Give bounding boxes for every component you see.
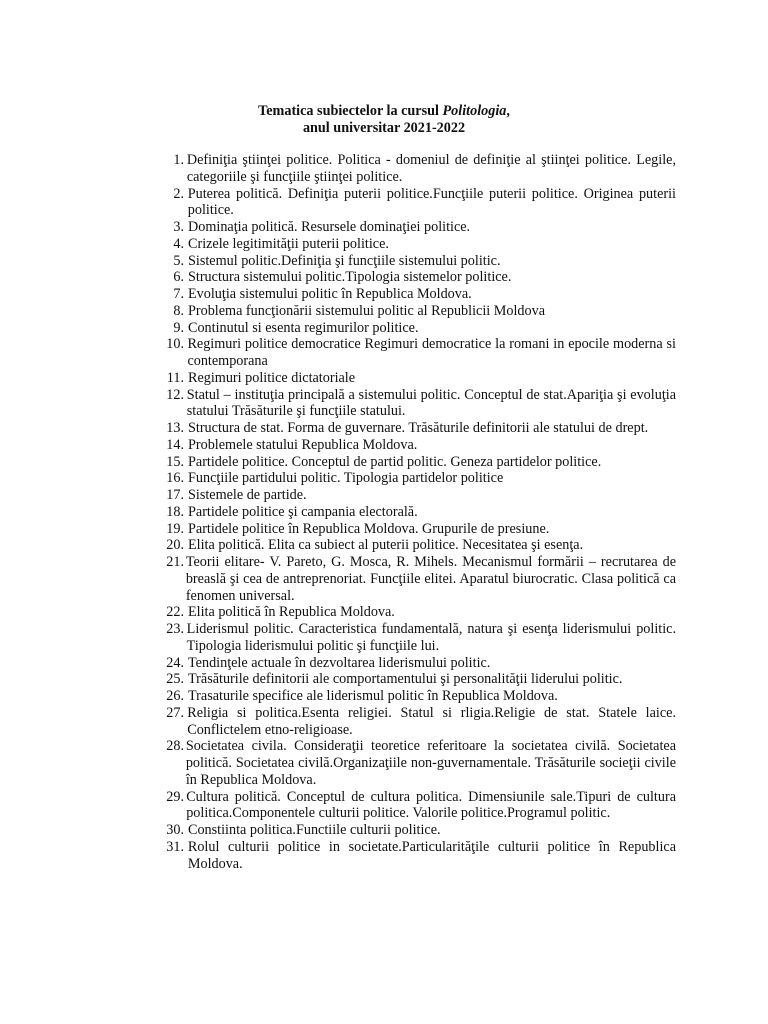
- list-item-text: Trasaturile specifice ale liderismul politic în Republica Moldova.: [188, 688, 558, 704]
- list-item-number: 13.: [166, 420, 184, 436]
- list-item-text: Societatea civila. Consideraţii teoretice referitoare la societatea civilă. Societatea politică. Societatea civilă.Organizaţiile non-guvernamentale. Trăsăturile socieţii civile în Republica Moldova.: [185, 738, 676, 788]
- list-item-text: Partidele politice în Republica Moldova. Grupurile de presiune.: [188, 520, 550, 537]
- list-item: [140, 253, 676, 270]
- list-item: [140, 269, 676, 286]
- list-item: [140, 420, 676, 437]
- list-item-text: Dominaţia politică. Resursele dominaţiei politice.: [188, 219, 471, 235]
- list-item-number: 5.: [173, 252, 184, 269]
- list-item-text: Definiţia ştiinţei politice. Politica - domeniul de definiţie al ştiinţei politice. Legile, categoriile şi funcţiile ştiinţei politice.: [186, 152, 676, 185]
- list-item: [140, 504, 676, 521]
- list-item-number: 1.: [173, 152, 184, 168]
- list-item-number: 30.: [166, 822, 184, 838]
- list-item: [140, 705, 676, 739]
- list-item: [140, 671, 676, 688]
- list-item: [140, 186, 676, 220]
- list-item: [140, 604, 676, 621]
- list-item: [140, 286, 676, 303]
- list-item-number: 2.: [173, 185, 184, 202]
- list-item-number: 29.: [166, 788, 184, 805]
- list-item: [140, 839, 676, 873]
- list-item: [140, 370, 676, 387]
- list-item-text: Partidele politice şi campania electorală.: [188, 503, 418, 520]
- list-item-text: Trăsăturile definitorii ale comportamentului şi personalităţii liderului politic.: [188, 671, 623, 688]
- list-item-text: Cultura politică. Conceptul de cultura politica. Dimensiunile sale.Tipuri de cultura politica.Componentele culturii politice. Valorile politice.Programul politic.: [186, 788, 676, 822]
- list-item-text: Religia si politica.Esenta religiei. Statul si rligia.Religie de stat. Statele laice. Conflictelem etno-religioase.: [187, 704, 676, 738]
- list-item: [140, 655, 676, 672]
- list-item-text: Problema funcţionării sistemului politic al Republicii Moldova: [188, 302, 545, 319]
- list-item-number: 4.: [173, 235, 184, 252]
- list-item-number: 20.: [166, 537, 184, 554]
- list-item: [140, 521, 676, 538]
- list-item-text: Tendinţele actuale în dezvoltarea liderismului politic.: [188, 654, 491, 671]
- list-item-text: Regimuri politice dictatoriale: [188, 369, 356, 386]
- list-item-text: Funcţiile partidului politic. Tipologia partidelor politice: [188, 470, 504, 487]
- title-line-2: anul universitar 2021-2022: [302, 120, 466, 136]
- list-item: [140, 437, 676, 454]
- list-item-text: Problemele statului Republica Moldova.: [188, 436, 418, 453]
- list-item-text: Statul – instituţia principală a sistemului politic. Conceptul de stat.Apariţia şi evoluţia statului Trăsăturile şi funcţiile statului.: [186, 386, 676, 420]
- list-item: [140, 738, 676, 788]
- course-name: Politologia: [442, 103, 507, 119]
- list-item: [140, 537, 676, 554]
- list-item: [140, 621, 676, 655]
- list-item-number: 22.: [166, 604, 184, 621]
- list-item-number: 16.: [166, 470, 184, 487]
- list-item-text: Continutul si esenta regimurilor politice.: [188, 319, 419, 336]
- list-item-text: Elita politică în Republica Moldova.: [188, 604, 395, 621]
- list-item-text: Liderismul politic. Caracteristica fundamentală, natura şi esenţa liderismului politic. Tipologia liderismului politic şi funcţiile lui.: [186, 621, 676, 654]
- list-item-number: 23.: [166, 621, 184, 637]
- list-item: [140, 789, 676, 823]
- list-item: [140, 219, 676, 236]
- list-item-number: 21.: [166, 554, 184, 570]
- topics-list: [140, 152, 676, 872]
- list-item-number: 31.: [166, 838, 184, 855]
- list-item: [140, 688, 676, 705]
- list-item-number: 12.: [166, 386, 184, 403]
- list-item-number: 7.: [173, 286, 184, 302]
- list-item: [140, 487, 676, 504]
- list-item: [140, 303, 676, 320]
- list-item-text: Partidele politice. Conceptul de partid politic. Geneza partidelor politice.: [188, 453, 602, 470]
- title-line-1: [0, 103, 768, 120]
- list-item-number: 19.: [166, 520, 184, 537]
- list-item-number: 14.: [166, 436, 184, 453]
- list-item-number: 3.: [173, 219, 184, 235]
- list-item-number: 26.: [166, 688, 184, 704]
- list-item: [140, 236, 676, 253]
- list-item-number: 10.: [166, 336, 184, 353]
- list-item: [140, 454, 676, 471]
- list-item-text: Crizele legitimităţii puterii politice.: [188, 235, 389, 252]
- document-title: [0, 103, 768, 137]
- list-item-number: 11.: [166, 369, 184, 386]
- list-item-text: Sistemul politic.Definiţia şi funcţiile sistemului politic.: [188, 252, 501, 269]
- list-item-number: 18.: [166, 503, 184, 520]
- list-item-text: Constiinta politica.Functiile culturii politice.: [188, 822, 441, 838]
- list-item-text: Structura sistemului politic.Tipologia sistemelor politice.: [188, 269, 512, 286]
- list-item-number: 15.: [166, 453, 184, 470]
- title-prefix: Tematica subiectelor la cursul: [258, 103, 443, 119]
- list-item-number: 6.: [173, 269, 184, 286]
- list-item: [140, 470, 676, 487]
- list-item-number: 9.: [173, 319, 184, 336]
- list-item: [140, 822, 676, 839]
- title-suffix: ,: [506, 103, 510, 119]
- list-item-text: Regimuri politice democratice Regimuri democratice la romani in epocile moderna si contemporana: [187, 336, 676, 369]
- list-item-number: 27.: [166, 704, 184, 721]
- list-item-number: 24.: [166, 654, 184, 671]
- list-item-text: Teorii elitare- V. Pareto, G. Mosca, R. Mihels. Mecanismul formării – recrutarea de breaslă şi cea de antreprenoriat. Funcţiile elitei. Aparatul biurocratic. Clasa politică ca fenomen universal.: [185, 554, 676, 604]
- list-item-number: 17.: [166, 487, 184, 503]
- list-item-text: Evoluţia sistemului politic în Republica Moldova.: [188, 286, 472, 302]
- list-item-number: 8.: [173, 302, 184, 319]
- list-item: [140, 320, 676, 337]
- list-item-text: Elita politică. Elita ca subiect al puterii politice. Necesitatea şi esenţa.: [188, 537, 584, 554]
- list-item-number: 28.: [166, 738, 184, 755]
- list-item-text: Puterea politică. Definiţia puterii politice.Funcţiile puterii politice. Originea puterii politice.: [187, 185, 676, 219]
- list-item: [140, 152, 676, 186]
- list-item-number: 25.: [166, 671, 184, 688]
- list-item: [140, 387, 676, 421]
- list-item: [140, 554, 676, 604]
- list-item: [140, 336, 676, 370]
- list-item-text: Structura de stat. Forma de guvernare. Trăsăturile definitorii ale statului de drept.: [188, 420, 649, 436]
- list-item-text: Rolul culturii politice in societate.Particularităţile culturii politice în Republica Moldova.: [187, 838, 676, 872]
- list-item-text: Sistemele de partide.: [188, 487, 307, 503]
